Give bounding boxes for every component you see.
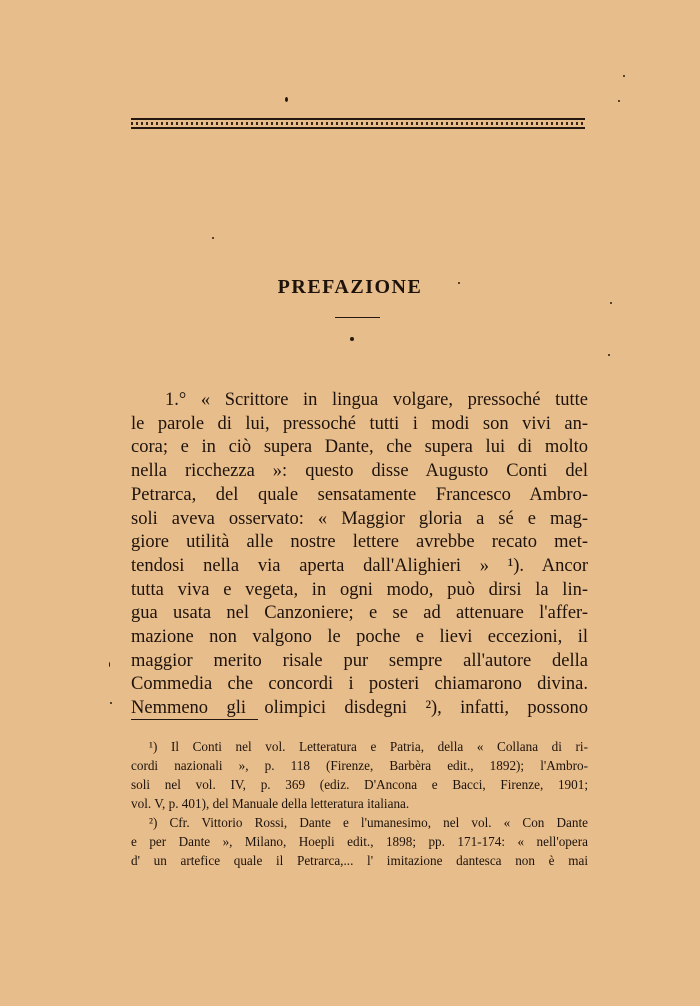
footnotes (131, 737, 588, 870)
body-line: nella ricchezza »: questo disse Augusto Conti del (131, 461, 588, 482)
title-ornament-dot (350, 337, 354, 341)
footnote-separator (131, 719, 258, 720)
body-line: gua usata nel Canzoniere; e se ad attenuare l'affer- (131, 603, 588, 624)
footnote-line: ¹) Il Conti nel vol. Letteratura e Patria, della « Collana di ri- (149, 739, 588, 754)
body-line: Commedia che concordi i posteri chiamarono divina. (131, 674, 588, 695)
body-line: giore utilità alle nostre lettere avrebbe recato met- (131, 532, 588, 553)
speck (618, 100, 620, 102)
body-line: maggior merito risale pur sempre all'autore della (131, 650, 588, 671)
body-line: soli aveva osservato: « Maggior gloria a sé e mag- (131, 508, 588, 529)
body-line: mazione non valgono le poche e lievi eccezioni, il (131, 627, 588, 648)
body-paragraph (131, 389, 588, 721)
speck (109, 662, 110, 667)
speck (610, 302, 612, 304)
body-line: le parole di lui, pressoché tutti i modi son vivi an- (131, 413, 588, 434)
speck (608, 354, 610, 356)
footnote-line: e per Dante », Milano, Hoepli edit., 1898; pp. 171-174: « nell'opera (131, 834, 588, 849)
speck (623, 75, 625, 77)
body-line: cora; e in ciò supera Dante, che supera lui di molto (131, 437, 588, 458)
speck (285, 97, 288, 102)
title-divider (335, 317, 380, 318)
footnote-line: ²) Cfr. Vittorio Rossi, Dante e l'umanesimo, nel vol. « Con Dante (149, 815, 588, 830)
body-line: Nemmeno gli olimpici disdegni ²), infatti, possono (131, 698, 588, 719)
ornamental-header-rule (131, 118, 585, 129)
page-title: PREFAZIONE (277, 276, 423, 298)
footnote-line: vol. V, p. 401), del Manuale della letteratura italiana. (131, 796, 410, 811)
footnote-line: d' un artefice quale il Petrarca,... l' imitazione dantesca non è mai (131, 853, 588, 868)
body-line: Petrarca, del quale sensatamente Francesco Ambro- (131, 484, 588, 505)
footnote-line: soli nel vol. IV, p. 369 (ediz. D'Ancona e Bacci, Firenze, 1901; (131, 777, 588, 792)
body-line: 1.° « Scrittore in lingua volgare, pressoché tutte (165, 390, 588, 410)
speck (212, 237, 214, 239)
footnote-line: cordi nazionali », p. 118 (Firenze, Barbèra edit., 1892); l'Ambro- (131, 758, 588, 773)
body-line: tendosi nella via aperta dall'Alighieri » ¹). Ancor (131, 555, 588, 576)
speck (110, 702, 112, 704)
body-line: tutta viva e vegeta, in ogni modo, può dirsi la lin- (131, 579, 588, 600)
